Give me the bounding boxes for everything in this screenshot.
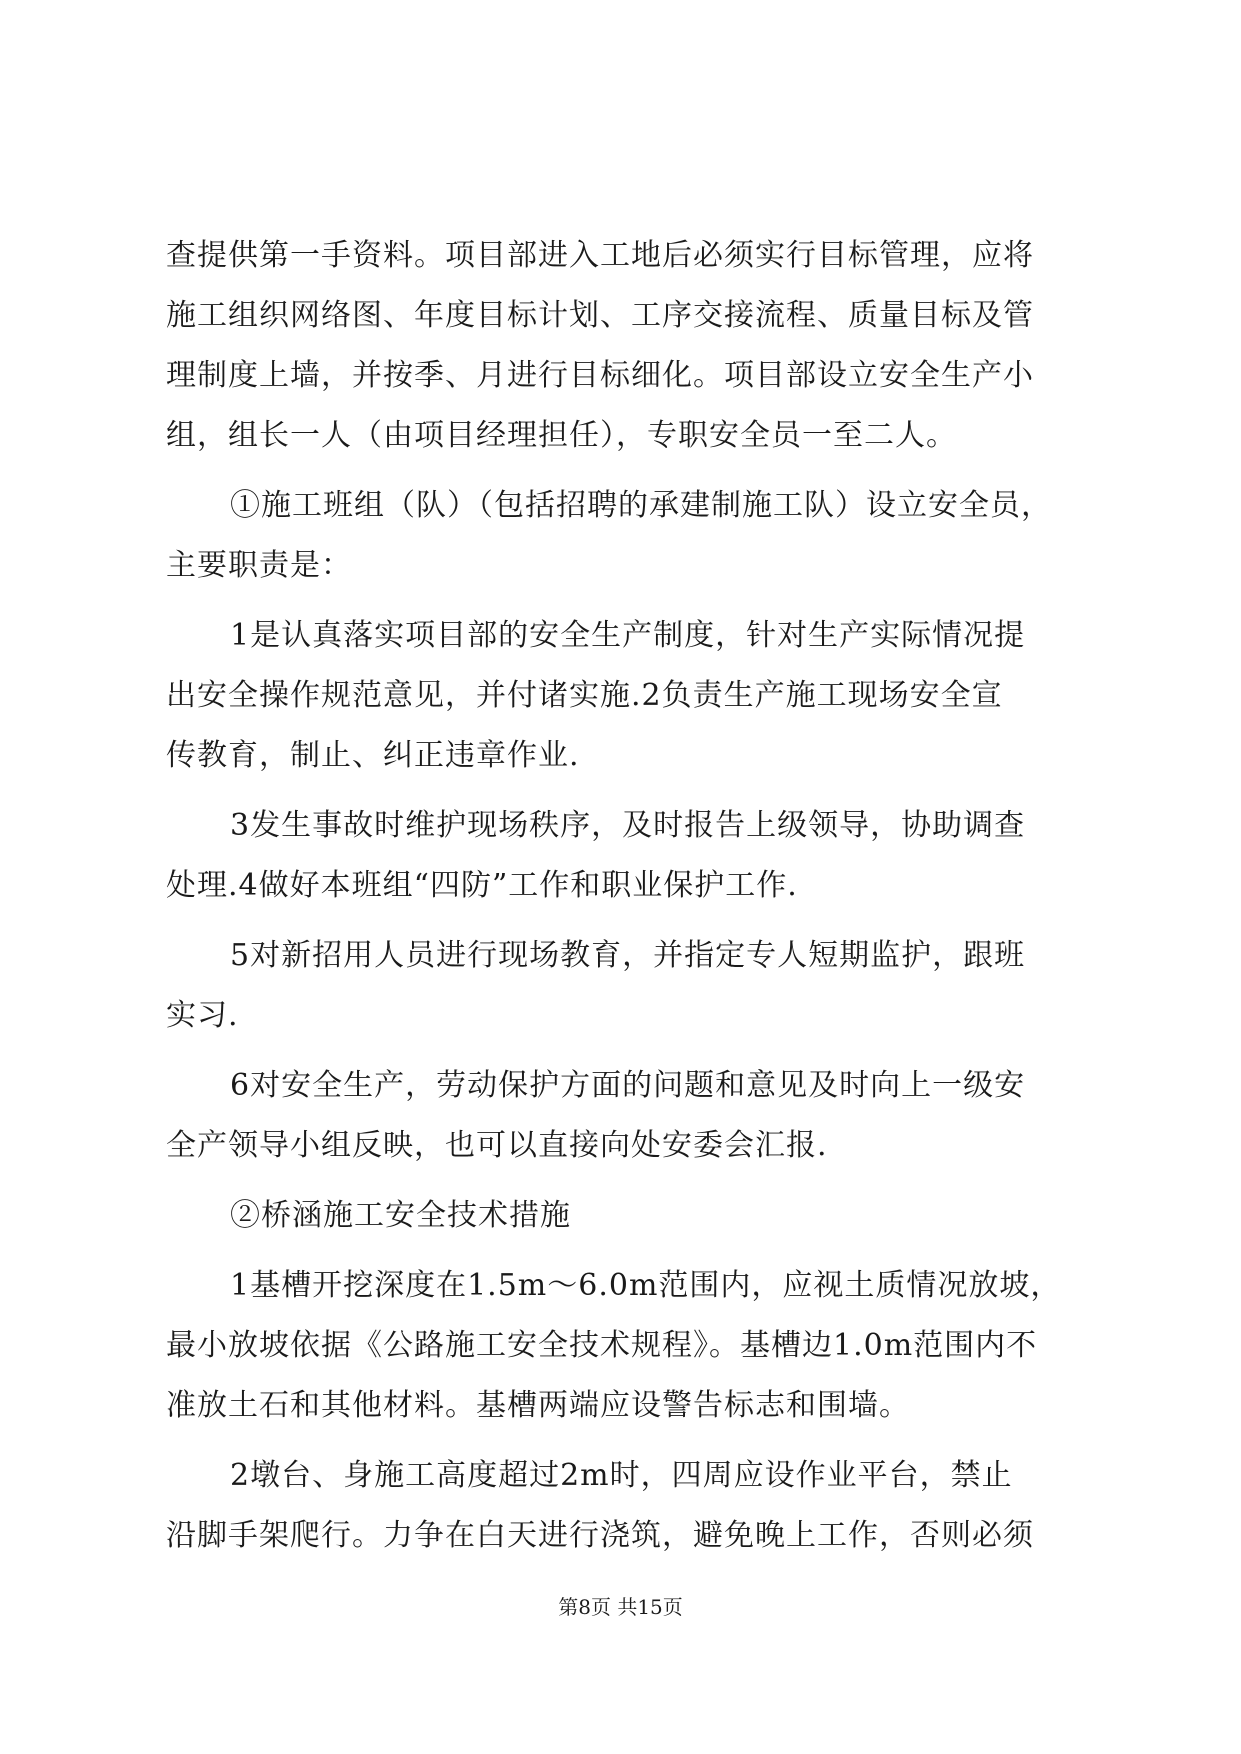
text-line: 出安全操作规范意见，并付诸实施.2负责生产施工现场安全宣 <box>166 678 1003 713</box>
text-line: 处理.4做好本班组“四防”工作和职业保护工作. <box>166 868 798 903</box>
text-line: 全产领导小组反映，也可以直接向处安委会汇报. <box>166 1128 828 1163</box>
text-line: 施工组织网络图、年度目标计划、工序交接流程、质量目标及管 <box>166 298 1034 333</box>
text-line: 3发生事故时维护现场秩序，及时报告上级领导，协助调查 <box>230 808 1026 843</box>
text-line: 准放土石和其他材料。基槽两端应设警告标志和围墙。 <box>166 1388 910 1423</box>
text-line: ①施工班组（队）（包括招聘的承建制施工队）设立安全员， <box>230 488 1052 523</box>
text-line: 实习. <box>166 998 239 1033</box>
text-line: 沿脚手架爬行。力争在白天进行浇筑，避免晚上工作，否则必须 <box>166 1518 1034 1553</box>
text-line: 组，组长一人（由项目经理担任），专职安全员一至二人。 <box>166 418 957 453</box>
text-line: 2墩台、身施工高度超过2m时，四周应设作业平台，禁止 <box>230 1458 1013 1493</box>
text-line: 最小放坡依据《公路施工安全技术规程》。基槽边1.0m范围内不 <box>166 1328 1038 1363</box>
text-line: 传教育，制止、纠正违章作业. <box>166 738 580 773</box>
text-line: 1是认真落实项目部的安全生产制度，针对生产实际情况提 <box>230 618 1026 653</box>
text-line: 1基槽开挖深度在1.5m～6.0m范围内，应视土质情况放坡， <box>230 1268 1062 1303</box>
text-line: 6对安全生产，劳动保护方面的问题和意见及时向上一级安 <box>230 1068 1026 1103</box>
page-number: 第8页 共15页 <box>558 1595 683 1619</box>
text-line: ②桥涵施工安全技术措施 <box>230 1198 571 1233</box>
text-line: 查提供第一手资料。项目部进入工地后必须实行目标管理，应将 <box>166 238 1034 273</box>
text-line: 5对新招用人员进行现场教育，并指定专人短期监护，跟班 <box>230 938 1026 973</box>
body-text <box>166 226 1080 1566</box>
text-line: 主要职责是： <box>166 548 352 583</box>
text-line: 理制度上墙，并按季、月进行目标细化。项目部设立安全生产小 <box>166 358 1034 393</box>
